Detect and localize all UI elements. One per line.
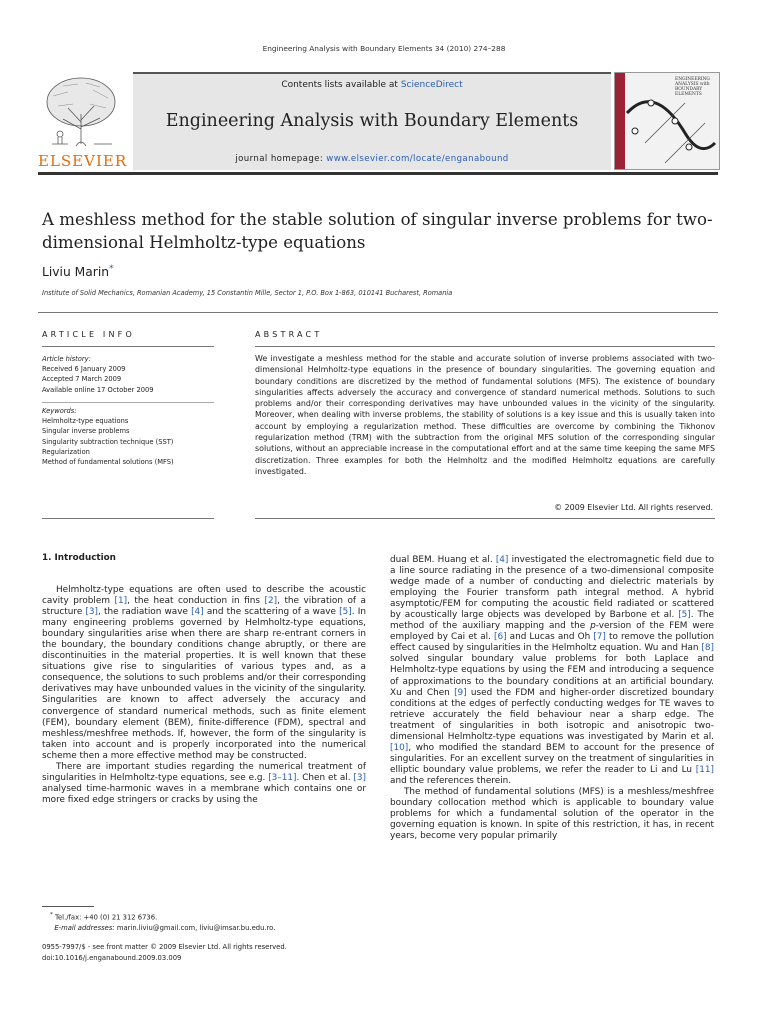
elsevier-logo bbox=[38, 74, 128, 170]
email-addresses[interactable]: marin.liviu@gmail.com, liviu@imsar.bu.edu.ro. bbox=[116, 924, 276, 933]
paragraph: There are important studies regarding the numerical treatment of singularities in Helmholtz-type equations, see e.g. [3–11]. Chen et al. [3] analysed time-harmonic waves in a membrane which contains one or more fixed edge stringers or cracks by using the bbox=[42, 761, 366, 805]
left-column bbox=[42, 585, 366, 806]
ref-link[interactable]: [10] bbox=[390, 742, 409, 753]
divider bbox=[42, 402, 214, 403]
divider bbox=[38, 312, 718, 313]
ref-link[interactable]: [8] bbox=[701, 643, 714, 654]
footnote: * Tel./fax: +40 (0) 21 312 6736. E-mail addresses: marin.liviu@gmail.com, liviu@imsar.bu.edu.ro. bbox=[50, 912, 276, 933]
divider bbox=[42, 346, 214, 347]
ref-link[interactable]: [3] bbox=[353, 772, 366, 783]
abstract-text: We investigate a meshless method for the stable and accurate solution of inverse problems associated with two-dimensional Helmholtz-type equations in the presence of boundary singularities. The governing equation and boundary conditions are discretized by the method of fundamental solutions (MFS). The existence of boundary singularities affects adversely the accuracy and convergence of standard numerical methods. Solutions to such problems and/or their corresponding derivatives may have unbounded values in the vicinity of the singularity. Moreover, when dealing with inverse problems, the stability of solutions is a key issue and this is usually taken into account by employing a regularization method. These difficulties are overcome by combining the Tikhonov regularization method (TRM) with the subtraction from the original MFS solution of the corresponding singular solutions, without an appreciable increase in the computational effort and at the same time keeping the same MFS discretization. Three examples for both the Helmholtz and the modified Helmholtz equations are carefully investigated. bbox=[255, 354, 715, 476]
ref-link[interactable]: [3] bbox=[85, 607, 99, 618]
ref-link[interactable]: [5] bbox=[339, 607, 352, 618]
keyword-item: Method of fundamental solutions (MFS) bbox=[42, 458, 174, 467]
homepage-link[interactable]: www.elsevier.com/locate/enganabound bbox=[326, 154, 509, 164]
paragraph: Helmholtz-type equations are often used to describe the acoustic cavity problem [1], the heat conduction in fins [2], the vibration of a structure [3], the radiation wave [4] and the scattering of a wave [5]. In many engineering problems governed by Helmholtz-type equations, boundary singularities arise when there are sharp re-entrant corners in the boundary, the boundary conditions change abruptly, or there are discontinuities in the material properties. It is well known that these situations give rise to singularities of various types and, as a consequence, the solutions to such problems and/or their corresponding derivatives may have unbounded values in the vicinity of the singularity. Singularities are known to affect adversely the accuracy and convergence of standard numerical methods, such as finite element (FEM), boundary element (BEM), finite-difference (FDM), spectral and meshless/meshfree methods. If, however, the form of the singularity is taken into account and is properly incorporated into the numerical scheme then a more effective method may be constructed. bbox=[42, 585, 366, 761]
keyword-item: Singularity subtraction technique (SST) bbox=[42, 437, 174, 446]
copyright: © 2009 Elsevier Ltd. All rights reserved. bbox=[554, 503, 713, 512]
keyword-item: Regularization bbox=[42, 447, 90, 456]
ref-link[interactable]: [11] bbox=[695, 764, 714, 775]
journal-cover bbox=[614, 72, 720, 170]
divider bbox=[255, 518, 715, 519]
ref-link[interactable]: [5] bbox=[678, 610, 691, 621]
sciencedirect-link[interactable]: ScienceDirect bbox=[400, 80, 463, 90]
ref-link[interactable]: [6] bbox=[494, 632, 507, 643]
article-title: A meshless method for the stable solution of singular inverse problems for two-dimensional Helmholtz-type equations bbox=[42, 210, 713, 252]
keyword-item: Helmholtz-type equations bbox=[42, 417, 129, 426]
publisher-wordmark: ELSEVIER bbox=[38, 152, 128, 170]
ref-link[interactable]: [1] bbox=[114, 596, 128, 607]
affiliation: Institute of Solid Mechanics, Romanian Academy, 15 Constantin Mille, Sector 1, P.O. Box 1-863, 010141 Bucharest, Romania bbox=[42, 289, 453, 297]
ref-link[interactable]: [4] bbox=[495, 555, 509, 565]
journal-title: Engineering Analysis with Boundary Elements bbox=[165, 111, 579, 131]
author-footnote-link[interactable]: * bbox=[109, 264, 114, 274]
ref-link[interactable]: [9] bbox=[454, 687, 467, 698]
header-rule bbox=[38, 172, 718, 175]
section-heading: 1. Introduction bbox=[42, 553, 116, 563]
bottom-meta bbox=[42, 942, 372, 964]
ref-link[interactable]: [3–11] bbox=[268, 772, 297, 783]
doi-line[interactable]: doi:10.1016/j.enganabound.2009.03.009 bbox=[42, 954, 182, 962]
paragraph: The method of fundamental solutions (MFS) is a meshless/meshfree boundary collocation method which is applicable to boundary value problems for which a fundamental solution of the operator in the governing equation is known. In spite of this restriction, it has, in recent years, become very popular primarily bbox=[390, 786, 714, 842]
cover-label: ENGINEERING ANALYSIS with BOUNDARY ELEMENTS bbox=[675, 77, 710, 97]
footnote-rule bbox=[42, 906, 94, 907]
ref-link[interactable]: [7] bbox=[593, 632, 606, 643]
paragraph: dual BEM. Huang et al. [4] investigated the electromagnetic field due to a line source radiating in the presence of a two-dimensional composite wedge made of a number of conducting and dielectric materials by employing the Fourier transform path integral method. A hybrid asymptotic/FEM for computing the acoustic field radiated or scattered by acoustically large objects was developed by Barbone et al. [5]. The method of the auxiliary mapping and the p-version of the FEM were employed by Cai et al. [6] and Lucas and Oh [7] to remove the pollution effect caused by singularities in the Helmholtz equation. Wu and Han [8] solved singular boundary value problems for both Laplace and Helmholtz-type equations by using the FEM and introducing a sequence of approximations to the boundary conditions at an artificial boundary. Xu and Chen [9] used the FDM and higher-order discretized boundary conditions at the edges of perfectly conducting wedges for TE waves to retrieve accurately the field behaviour near a sharp edge. The treatment of singularities in both isotropic and anisotropic two-dimensional Helmholtz-type equations was investigated by Marin et al. [10], who modified the standard BEM to account for the presence of singularities. For an excellent survey on the treatment of singularities in elliptic boundary value problems, we refer the reader to Li and Lu [11] and the references therein. bbox=[390, 555, 715, 786]
journal-banner bbox=[133, 72, 611, 170]
keyword-item: Singular inverse problems bbox=[42, 427, 130, 436]
journal-citation: Engineering Analysis with Boundary Elements 34 (2010) 274–288 bbox=[262, 44, 506, 53]
homepage-line: journal homepage: www.elsevier.com/locate/enganabound bbox=[235, 154, 509, 164]
ref-link[interactable]: [4] bbox=[191, 607, 204, 618]
divider bbox=[255, 346, 715, 347]
contents-line: Contents lists available at ScienceDirect bbox=[281, 80, 463, 90]
article-info-heading: ARTICLE INFO bbox=[42, 330, 135, 339]
divider bbox=[42, 518, 214, 519]
right-column bbox=[390, 555, 714, 842]
article-history: Article history: Received 6 January 2009 Accepted 7 March 2009 Available online 17 October 2009 bbox=[42, 355, 154, 394]
tree-icon bbox=[38, 74, 124, 152]
abstract-heading: ABSTRACT bbox=[255, 330, 323, 339]
keywords: Keywords: Helmholtz-type equations Singular inverse problems Singularity subtraction technique (SST) Regularization Method of fundamental solutions (MFS) bbox=[42, 406, 214, 467]
author: Liviu Marin* bbox=[42, 264, 114, 280]
ref-link[interactable]: [2] bbox=[264, 596, 278, 607]
issn-line: 0955-7997/$ - see front matter © 2009 Elsevier Ltd. All rights reserved. bbox=[42, 943, 287, 951]
